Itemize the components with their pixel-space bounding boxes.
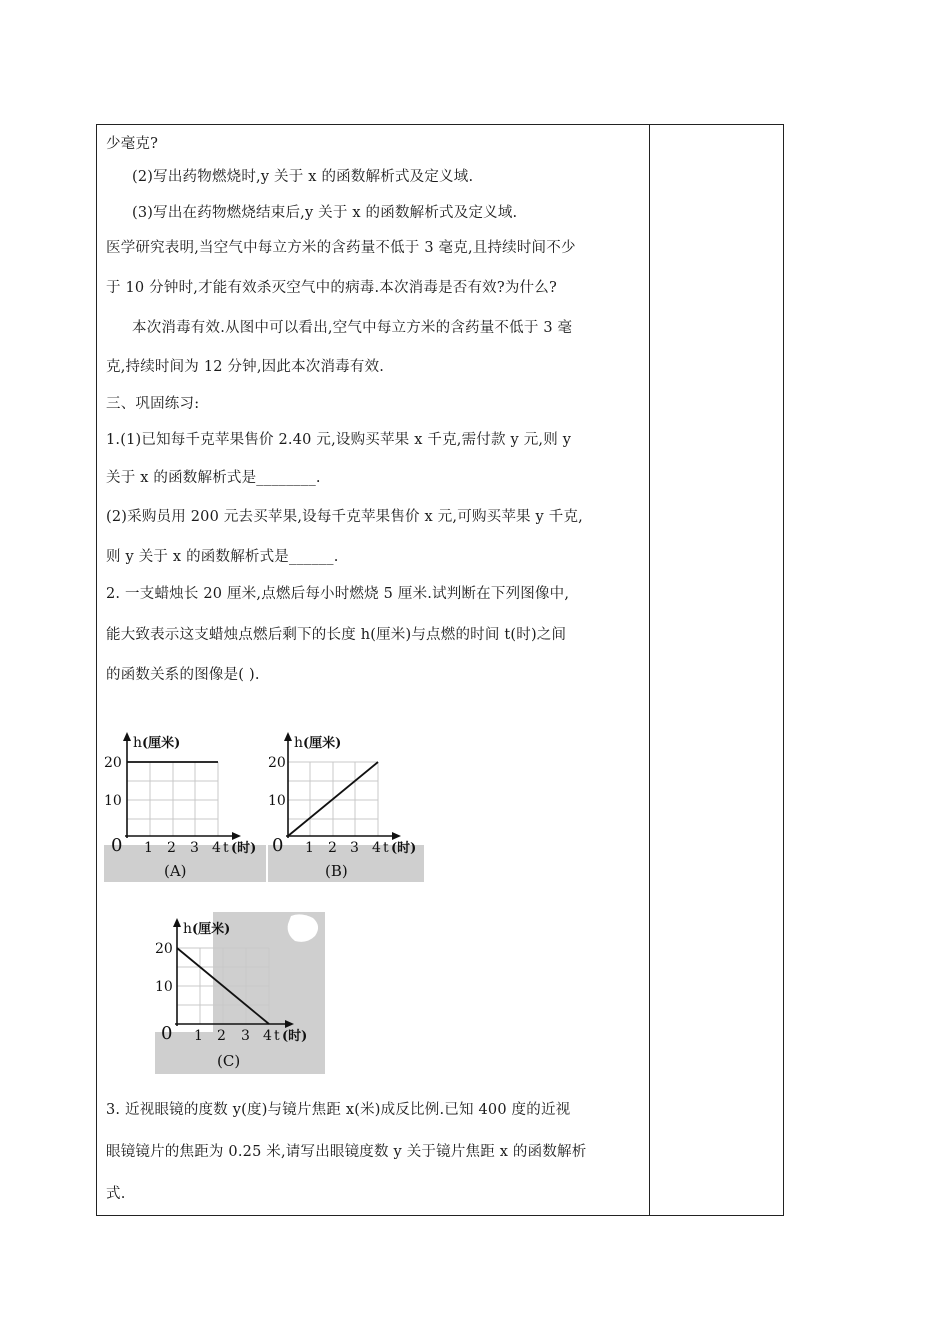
x-tick-4: 4 (372, 840, 381, 856)
text-line: (2)写出药物燃烧时,y 关于 x 的函数解析式及定义域. (132, 169, 474, 185)
y-tick-10: 10 (104, 793, 122, 809)
text-line: 则 y 关于 x 的函数解析式是______. (106, 549, 339, 565)
text-line: 关于 x 的函数解析式是________. (106, 470, 321, 486)
origin-label: 0 (272, 835, 284, 856)
y-unit-label: (厘米) (192, 922, 231, 937)
x-tick-2: 2 (217, 1028, 226, 1044)
y-tick-10: 10 (155, 979, 173, 995)
x-axis-label: t (274, 1028, 280, 1044)
x-tick-2: 2 (328, 840, 337, 856)
y-axis-label: h (183, 921, 193, 937)
y-tick-10: 10 (268, 793, 286, 809)
graph-c (155, 912, 325, 1074)
text-line: (3)写出在药物燃烧结束后,y 关于 x 的函数解析式及定义域. (132, 205, 518, 221)
graph-b (268, 728, 424, 882)
text-line: 少毫克? (106, 136, 159, 152)
x-tick-1: 1 (305, 840, 314, 856)
y-unit-label: (厘米) (303, 736, 342, 751)
x-tick-3: 3 (190, 840, 199, 856)
text-line: 2. 一支蜡烛长 20 厘米,点燃后每小时燃烧 5 厘米.试判断在下列图像中, (106, 586, 570, 602)
text-line: 3. 近视眼镜的度数 y(度)与镜片焦距 x(米)成反比例.已知 400 度的近视 (106, 1102, 571, 1118)
x-tick-3: 3 (350, 840, 359, 856)
section-heading: 三、巩固练习: (106, 396, 200, 412)
text-line: 的函数关系的图像是( ). (106, 667, 260, 683)
graph-caption: (C) (217, 1052, 241, 1070)
x-axis-label: t (223, 840, 229, 856)
x-unit-label: (时) (231, 841, 257, 856)
x-tick-4: 4 (212, 840, 221, 856)
graph-a (104, 728, 266, 882)
text-line: 克,持续时间为 12 分钟,因此本次消毒有效. (106, 359, 385, 375)
y-axis-label: h (133, 735, 143, 751)
x-tick-4: 4 (263, 1028, 272, 1044)
x-unit-label: (时) (282, 1029, 308, 1044)
text-line: 眼镜镜片的焦距为 0.25 米,请写出眼镜度数 y 关于镜片焦距 x 的函数解析 (106, 1144, 587, 1160)
y-unit-label: (厘米) (142, 736, 181, 751)
graph-caption: (B) (325, 862, 348, 880)
text-line: 本次消毒有效.从图中可以看出,空气中每立方米的含药量不低于 3 毫 (132, 320, 573, 336)
origin-label: 0 (111, 835, 123, 856)
origin-label: 0 (161, 1023, 173, 1044)
x-tick-3: 3 (241, 1028, 250, 1044)
text-line: 1.(1)已知每千克苹果售价 2.40 元,设购买苹果 x 千克,需付款 y 元,则 y (106, 432, 572, 448)
y-tick-20: 20 (155, 941, 173, 957)
table-column-divider (649, 124, 650, 1216)
text-line: 医学研究表明,当空气中每立方米的含药量不低于 3 毫克,且持续时间不少 (106, 240, 576, 256)
graph-caption: (A) (164, 862, 187, 880)
y-tick-20: 20 (104, 755, 122, 771)
x-tick-1: 1 (144, 840, 153, 856)
x-tick-2: 2 (167, 840, 176, 856)
text-line: 式. (106, 1186, 126, 1202)
text-line: (2)采购员用 200 元去买苹果,设每千克苹果售价 x 元,可购买苹果 y 千克, (106, 509, 583, 525)
y-tick-20: 20 (268, 755, 286, 771)
x-tick-1: 1 (194, 1028, 203, 1044)
x-axis-label: t (383, 840, 389, 856)
text-line: 能大致表示这支蜡烛点燃后剩下的长度 h(厘米)与点燃的时间 t(时)之间 (106, 627, 567, 643)
x-unit-label: (时) (391, 841, 417, 856)
y-axis-label: h (294, 735, 304, 751)
text-line: 于 10 分钟时,才能有效杀灭空气中的病毒.本次消毒是否有效?为什么? (106, 280, 557, 296)
